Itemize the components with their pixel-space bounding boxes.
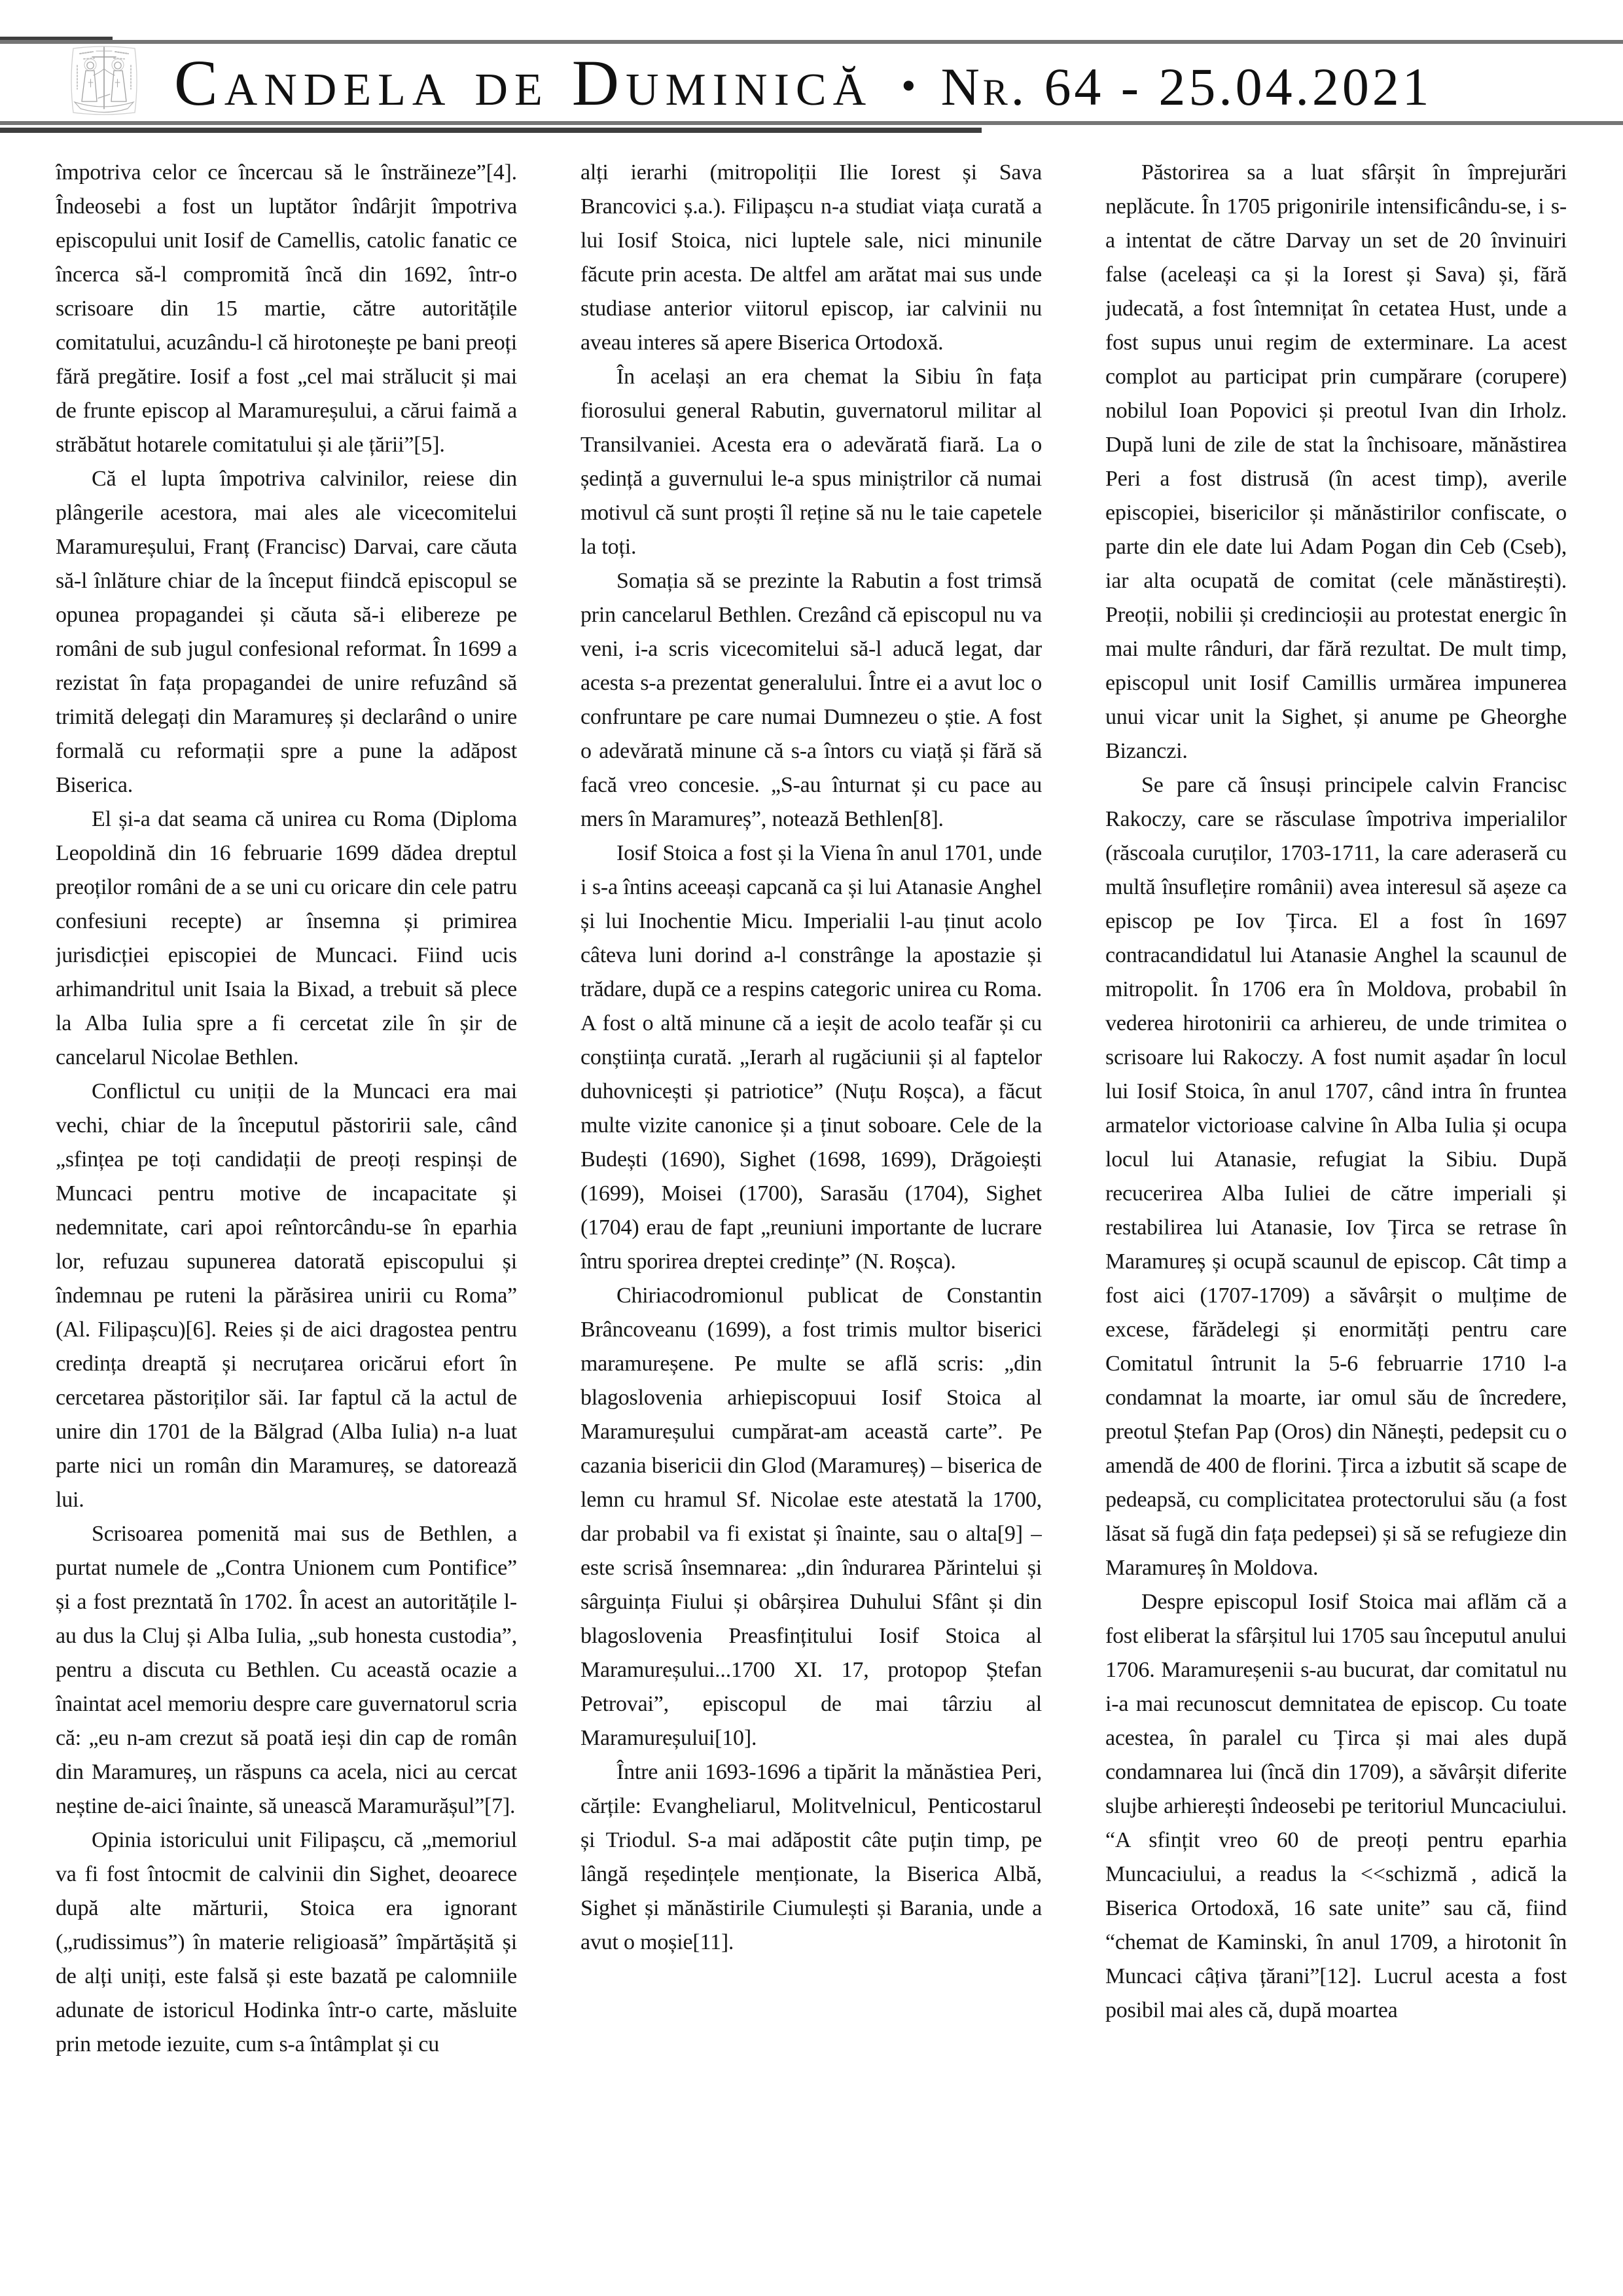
paragraph: Se pare că însuși principele calvin Francisc Rakoczy, care se răsculase împotriva imperialilor (răscoala curuților, 1703-1711, la care aderaseră cu multă însuflețire românii) avea interesul să așeze ca episcop pe Iov Țirca. El a fost în 1697 contracandidatul lui Atanasie Anghel la scaunul de mitropolit. În 1706 era în Moldova, probabil în vederea hirotonirii ca arhiereu, de unde trimitea o scrisoare lui Rakoczy. A fost numit așadar în locul lui Iosif Stoica, în anul 1707, când intra în fruntea armatelor victorioase calvine în Alba Iulia și ocupa locul lui Atanasie, refugiat la Sibiu. După recucerirea Alba Iuliei de către imperiali și restabilirea lui Atanasie, Iov Țirca se retrase în Maramureș și ocupă scaunul de episcop. Cât timp a fost aici (1707-1709) a săvârșit o mulțime de excese, fărădelegi și enormități pentru care Comitatul întrunit la 5-6 februarrie 1710 l-a condamnat la moarte, iar omul său de încredere, preotul Ștefan Pap (Oros) din Nănești, pedepsit cu o amendă de 400 de florini. Țirca a izbutit să scape de pedeapsă, cu complicitatea protectorului său (a fost lăsat să fugă din fața pedepsei) și să se refugieze din Maramureș în Moldova.: [1105, 773, 1567, 1580]
paragraph: alți ierarhi (mitropoliții Ilie Iorest și Sava Brancovici ș.a.). Filipașcu n-a studiat viața curată a lui Iosif Stoica, nici luptele sale, nici minunile făcute prin acesta. De altfel am arătat mai sus unde studiase anterior viitorul episcop, iar calvinii nu aveau interes să apere Biserica Ortodoxă.: [580, 160, 1042, 355]
paragraph: Despre episcopul Iosif Stoica mai aflăm că a fost eliberat la sfârșitul lui 1705 sau începutul anului 1706. Maramureșenii s-au bucurat, dar comitatul nu i-a mai recunoscut demnitatea de episcop. Cu toate acestea, în paralel cu Țirca și mai ales după condamnarea lui (încă din 1709), a săvârșit diferite slujbe arhierești îndeosebi pe teritoriul Muncaciului. “A sfințit vreo 60 de preoți pentru eparhia Muncaciului, a readus la <<schizmă , adică la Biserica Ortodoxă, 16 sate unite” sau că, fiind “chemat de Kaminski, în anul 1709, a hirotonit în Muncaci câțiva țărani”[12]. Lucrul acesta a fost posibil mai ales că, după moartea: [1105, 1590, 1567, 2022]
paragraph: Conflictul cu uniții de la Muncaci era mai vechi, chiar de la începutul păstoririi sale, când „sfințea pe toți candidații de preoți respinși de Muncaci pentru motive de incapacitate și nedemnitate, cari apoi reîntorcându-se în eparhia lor, refuzau supunerea datorată episcopului și îndemnau pe ruteni la părăsirea unirii cu Roma” (Al. Filipașcu)[6]. Reies și de aici dragostea pentru credința dreaptă și necruțarea oricărui efort în cercetarea păstoriților săi. Iar faptul că la actul de unire din 1701 de la Bălgrad (Alba Iulia) n-a luat parte nici un român din Maramureș, se datorează lui.: [56, 1079, 517, 1512]
header-bottom-rule-dark-segment: [0, 128, 982, 133]
masthead: [174, 41, 1618, 126]
paragraph: Păstorirea sa a luat sfârșit în împrejurări neplăcute. În 1705 prigonirile intensificându-se, i s-a intentat de către Darvay un set de 20 învinuiri false (aceleași ca și la Iorest și Sava) și, fără judecată, a fost întemnițat în cetatea Hust, unde a fost supus unui regim de exterminare. La acest complot au participat prin cumpărare (corupere) nobilul Ioan Popovici și preotul Ivan din Irholz. După luni de zile de stat la închisoare, mănăstirea Peri a fost distrusă (în acest timp), averile episcopiei, bisericilor și mănăstirilor confiscate, o parte din ele date lui Adam Pogan din Ceb (Cseb), iar alta ocupată de comitat (cele mănăstirești). Preoții, nobilii și credincioșii au protestat energic în mai multe rânduri, dar fără rezultat. De mult timp, episcopul unit Iosif Camillis urmărea impunerea unui vicar unit la Sighet, și anume pe Gheorghe Bizanczi.: [1105, 160, 1567, 763]
paragraph: Iosif Stoica a fost și la Viena în anul 1701, unde i s-a întins aceeași capcană ca și lui Atanasie Anghel și lui Inochentie Micu. Imperialii l-au ținut acolo câteva luni dorind a-l constrânge la apostazie și trădare, după ce a respins categoric unirea cu Roma. A fost o altă minune că a ieșit de acolo teafăr și cu conștiința curată. „Ierarh al rugăciunii și al faptelor duhovnicești și patriotice” (Nuțu Roșca), a făcut multe vizite canonice și a ținut soboare. Cele de la Budești (1690), Sighet (1698, 1699), Drăgoiești (1699), Moisei (1700), Sarasău (1704), Sighet (1704) erau de fapt „reuniuni importante de lucrare întru sporirea dreptei credințe” (N. Roșca).: [580, 841, 1042, 1274]
issue-number: Nr. 64 - 25.04.2021: [940, 57, 1433, 117]
paragraph: Între anii 1693-1696 a tipărit la mănăstiea Peri, cărțile: Evangheliarul, Molitvelnicul, Penticostarul și Triodul. S-a mai adăpostit câte puțin timp, pe lângă reședințele menționate, la Biserica Albă, Sighet și mănăstirile Ciumulești și Barania, unde a avut o moșie[11].: [580, 1760, 1042, 1954]
paragraph: Scrisoarea pomenită mai sus de Bethlen, a purtat numele de „Contra Unionem cum Pontifice” și a fost prezntată în 1702. În acest an autoritățile l-au dus la Cluj și Alba Iulia, „sub honesta custodia”, pentru a discuta cu Bethlen. Cu această ocazie a înaintat acel memoriu despre care guvernatorul scria că: „eu n-am crezut să poată ieși din cap de român din Maramureș, un răspuns ca acela, nici au cercat neștine de-aici înainte, să unească Maramurășul”[7].: [56, 1522, 517, 1818]
paragraph: Somația să se prezinte la Rabutin a fost trimsă prin cancelarul Bethlen. Crezând că episcopul nu va veni, i-a scris vicecomitelui să-l aducă legat, dar acesta s-a prezentat generalului. Între ei a avut loc o confruntare pe care numai Dumnezeu o știe. A fost o adevărată minune că s-a întors cu viață și fără să facă vreo concesie. „S-au înturnat și cu pace au mers în Maramureș”, notează Bethlen[8].: [580, 569, 1042, 831]
column-2: [580, 156, 1042, 2276]
bullet-separator: •: [901, 62, 916, 109]
column-1: [56, 156, 517, 2276]
text-columns: [56, 156, 1567, 2276]
column-3: [1105, 156, 1567, 2276]
two-saints-cross-seal-icon: [64, 43, 144, 119]
page-title: Candela de Duminică: [174, 46, 873, 119]
paragraph: Că el lupta împotriva calvinilor, reiese din plângerile acestora, mai ales ale vicecomitelui Maramureșului, Franț (Francisc) Darvai, care căuta să-l înlăture chiar de la început fiindcă episcopul se opunea propagandei și căuta să-i elibereze pe români de sub jugul confesional reformat. În 1699 a rezistat în fața propagandei de unire refuzând să trimită delegați din Maramureș și declarând o unire formală cu reformații spre a pune la adăpost Biserica.: [56, 467, 517, 797]
paragraph: El și-a dat seama că unirea cu Roma (Diploma Leopoldină din 16 februarie 1699 dădea dreptul preoților români de a se uni cu oricare din cele patru confesiuni recepte) ar însemna și primirea jurisdicției episcopiei de Muncaci. Fiind ucis arhimandritul unit Isaia la Bixad, a trebuit să plece la Alba Iulia spre a fi cercetat zile în șir de cancelarul Nicolae Bethlen.: [56, 807, 517, 1069]
paragraph: împotriva celor ce încercau să le înstrăineze”[4]. Îndeosebi a fost un luptător îndârjit împotriva episcopului unit Iosif de Camellis, catolic fanatic ce încerca să-l compromită încă din 1692, într-o scrisoare din 15 martie, către autoritățile comitatului, acuzându-l că hirotonește pe bani preoți fără pregătire. Iosif a fost „cel mai strălucit și mai de frunte episcop al Maramureșului, a cărui faimă a străbătut hotarele comitatului și ale țării”[5].: [56, 160, 517, 457]
paragraph: În același an era chemat la Sibiu în fața fiorosului general Rabutin, guvernatorul militar al Transilvaniei. Acesta era o adevărată fiară. La o ședință a guvernului le-a spus miniștrilor că numai motivul că sunt proști îl reține să nu le taie capetele la toți.: [580, 365, 1042, 559]
paragraph: Opinia istoricului unit Filipașcu, că „memoriul va fi fost întocmit de calvinii din Sighet, deoarece după alte mărturii, Stoica era ignorant („rudissimus”) în materie religioasă” împărtășită și de alți uniți, este falsă și este bazată pe calomniile adunate de istoricul Hodinka într-o carte, măsluite prin metode iezuite, cum s-a întâmplat și cu: [56, 1828, 517, 2056]
paragraph: Chiriacodromionul publicat de Constantin Brâncoveanu (1699), a fost trimis multor biserici maramureșene. Pe multe se află scris: „din blagoslovenia arhiepiscopuui Iosif Stoica al Maramureșului cumpărat-am această carte”. Pe cazania bisericii din Glod (Maramureș) – biserica de lemn cu hramul Sf. Nicolae este atestată la 1700, dar probabil va fi existat și înainte, sau o alta[9] – este scrisă însemnarea: „din îndurarea Părintelui și sârguința Fiului și obârșirea Duhului Sfânt și din blagoslovenia Preasfințitului Iosif Stoica al Maramureșului...1700 XI. 17, protopop Ștefan Petrovai”, episcopul de mai târziu al Maramureșului[10].: [580, 1283, 1042, 1750]
